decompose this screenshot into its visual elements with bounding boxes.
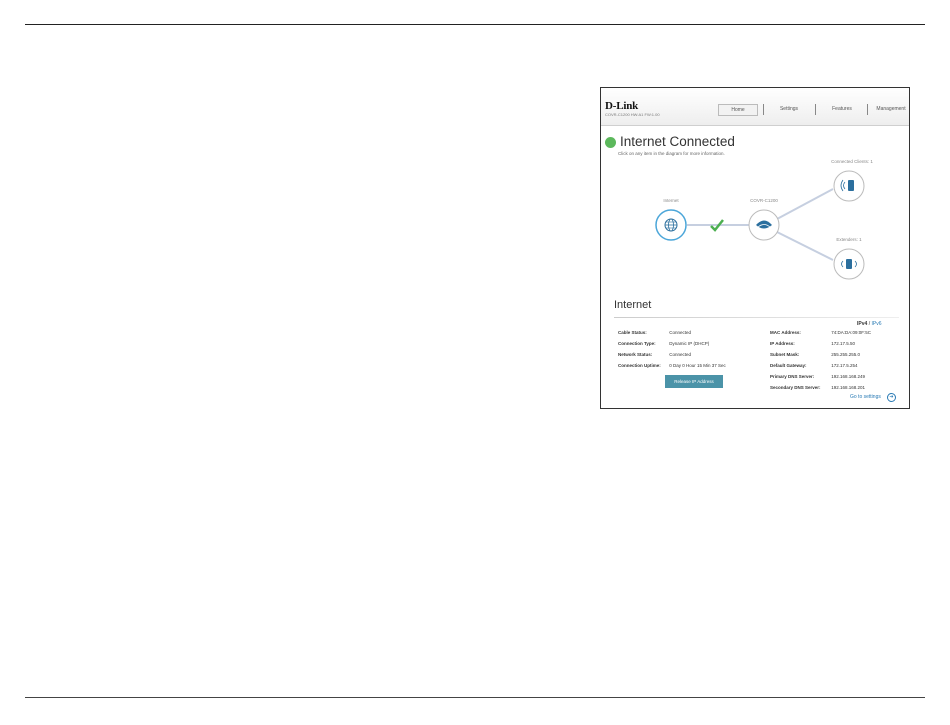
field-value: Connected [669, 352, 692, 357]
internet-node-label: Internet [663, 198, 679, 203]
network-status-row [618, 352, 691, 357]
go-to-settings-link[interactable]: Go to settings [850, 394, 881, 400]
field-label: Default Gateway: [770, 363, 807, 368]
field-label: IP Address: [770, 341, 795, 346]
secondary-dns-row [770, 385, 865, 390]
release-ip-address-button[interactable]: Release IP Address [665, 375, 723, 388]
field-label: Cable Status: [618, 330, 647, 335]
field-value: Dynamic IP (DHCP) [669, 341, 710, 346]
field-label: Connection Uptime: [618, 363, 661, 368]
ip-address-row [770, 341, 855, 346]
tab-settings[interactable]: Settings [779, 106, 799, 112]
clients-node[interactable] [834, 171, 864, 201]
router-node[interactable] [749, 210, 779, 240]
primary-dns-row [770, 374, 865, 379]
extenders-node[interactable] [834, 249, 864, 279]
cable-status-row [618, 330, 691, 335]
model-info: COVR-C1200 HW:A1 FW:1.00 [605, 112, 660, 117]
field-value: 74:DA:DA:09:0F:5C [831, 330, 872, 335]
ip-version-switch [857, 321, 881, 327]
field-value: 172.17.5.50 [831, 341, 856, 346]
mac-address-row [770, 330, 871, 335]
field-value: 255.255.255.0 [831, 352, 861, 357]
tab-features[interactable]: Features [832, 106, 852, 112]
field-label: Connection Type: [618, 341, 656, 346]
page-top-rule [25, 24, 925, 25]
field-label: MAC Address: [770, 330, 801, 335]
status-title: Internet Connected [620, 134, 735, 149]
field-label: Primary DNS Server: [770, 374, 815, 379]
router-ui-screenshot [600, 87, 910, 409]
field-value: 192.168.168.249 [831, 374, 866, 379]
field-value: Connected [669, 330, 692, 335]
ipv4-tab[interactable]: IPv4 [857, 321, 868, 327]
field-label: Network Status: [618, 352, 653, 357]
ip-version-separator: / [868, 321, 871, 327]
field-label: Secondary DNS Server: [770, 385, 821, 390]
field-value: 192.168.168.201 [831, 385, 866, 390]
field-value: 0 Day 0 Hour 15 Min 37 Sec [669, 363, 726, 368]
extenders-node-label: Extenders: 1 [836, 237, 862, 242]
diagram-hint: Click on any item in the diagram for more information. [618, 151, 725, 156]
tab-management[interactable]: Management [876, 106, 906, 112]
dlink-logo: D-Link [605, 100, 639, 112]
connection-type-row [618, 341, 709, 346]
arrow-right-icon[interactable]: ➜ [887, 393, 896, 402]
router-clients-link [777, 189, 833, 219]
ipv6-tab[interactable]: IPv6 [871, 321, 882, 327]
field-value: 172.17.5.254 [831, 363, 858, 368]
section-divider [614, 317, 899, 318]
tab-home[interactable]: Home [718, 104, 758, 116]
network-diagram [601, 88, 909, 298]
internet-node[interactable] [656, 210, 686, 240]
page-bottom-rule [25, 697, 925, 698]
default-gateway-row [770, 363, 858, 368]
connection-uptime-row [618, 363, 726, 368]
subnet-mask-row [770, 352, 860, 357]
router-node-label: COVR-C1200 [750, 198, 778, 203]
internet-section-title: Internet [614, 299, 652, 311]
clients-node-label: Connected Clients: 1 [831, 159, 873, 164]
field-label: Subnet Mask: [770, 352, 800, 357]
